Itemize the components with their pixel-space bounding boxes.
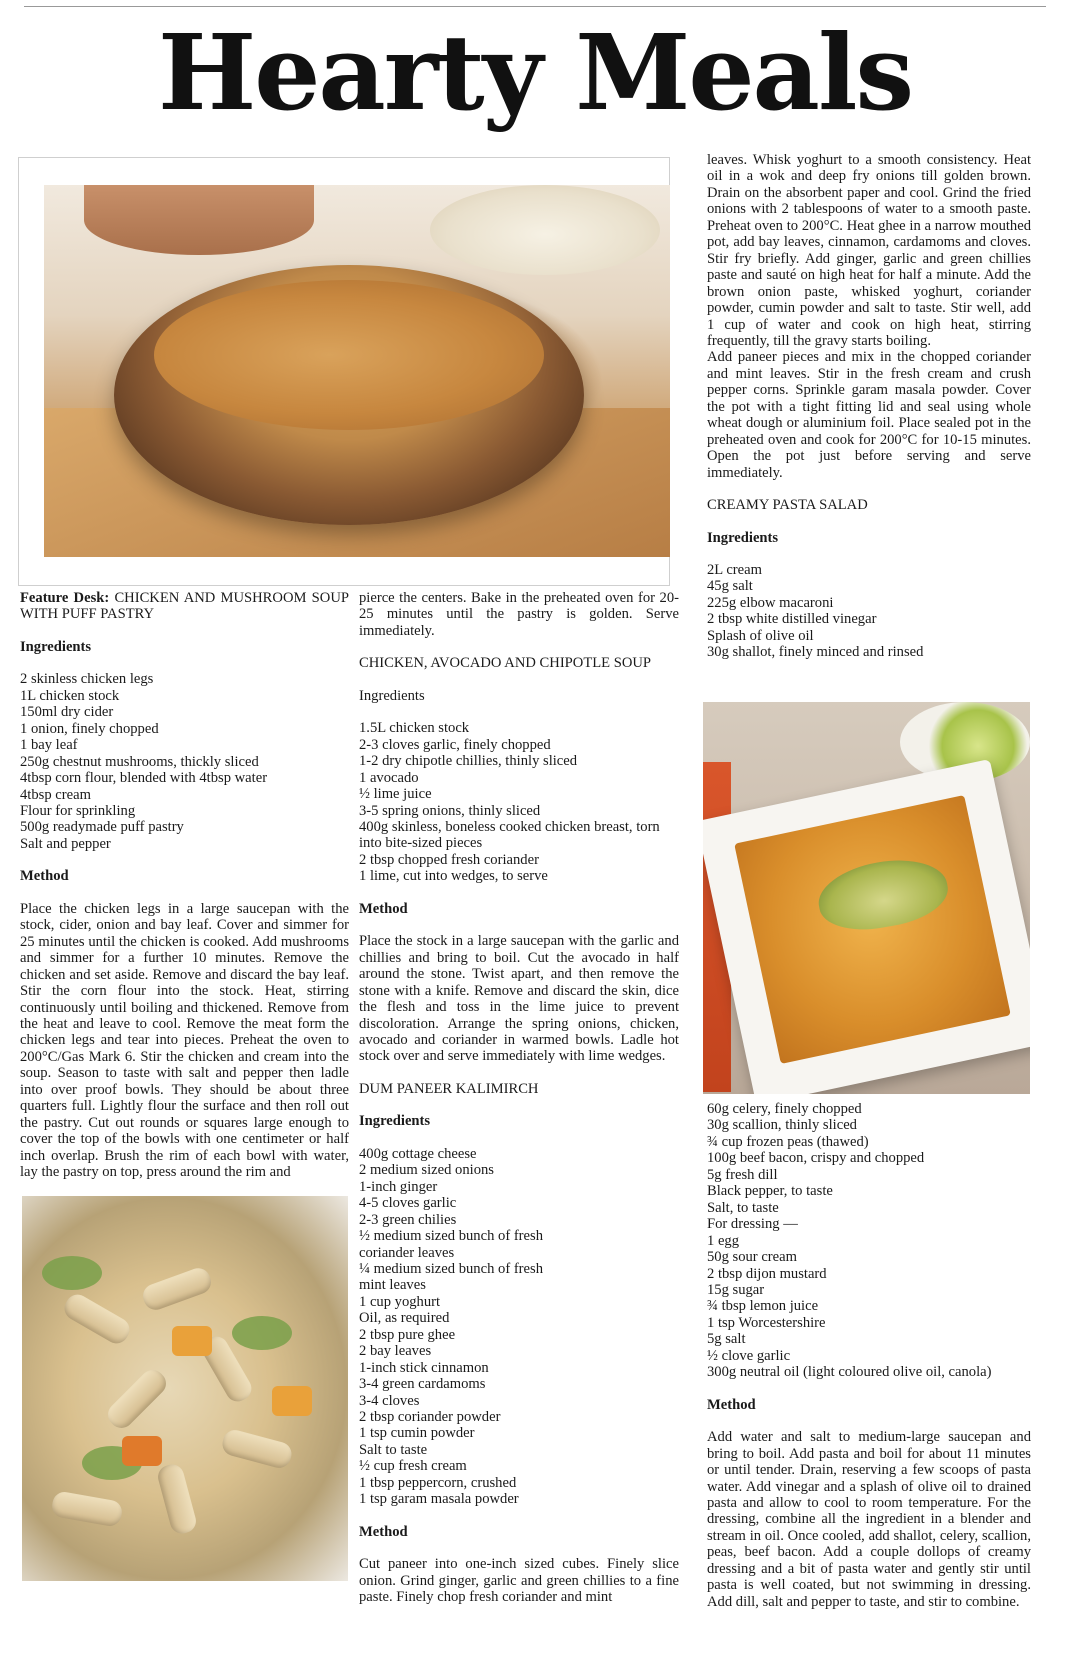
ingredient-item: 400g skinless, boneless cooked chicken breast, torn into bite-sized pieces — [359, 818, 660, 852]
ingredient-item: 2 tbsp white distilled vinegar — [707, 611, 877, 628]
ingredient-item: ¾ cup frozen peas (thawed) — [707, 1133, 869, 1150]
ingredient-item: Oil, as required — [359, 1310, 450, 1327]
ingredient-item: 15g sugar — [707, 1281, 765, 1298]
penne-shape — [50, 1490, 123, 1528]
penne-shape — [155, 1462, 198, 1536]
pepper-shape — [172, 1326, 212, 1356]
ingredient-item: 1 cup yoghurt — [359, 1293, 441, 1310]
recipe3-method-text: Cut paneer into one-inch sized cubes. Finely slice onion. Grind ginger, garlic and green chillies to a fine paste. Finely chop fresh coriander and mint — [359, 1556, 679, 1606]
curry-photo — [44, 185, 670, 557]
ingredient-item: 500g readymade puff pastry — [20, 819, 184, 836]
pot-shape — [84, 185, 314, 255]
ingredient-item: 2 tbsp chopped fresh coriander — [359, 851, 539, 868]
ingredient-item: ¾ tbsp lemon juice — [707, 1298, 819, 1315]
chicken-avocado-soup-photo — [703, 702, 1030, 1094]
ingredient-item: 400g cottage cheese — [359, 1145, 477, 1162]
ingredient-item: 2L cream — [707, 561, 762, 578]
ingredient-item: Salt, to taste — [707, 1199, 779, 1216]
broth-shape — [734, 795, 1011, 1064]
ingredient-item: 60g celery, finely chopped — [707, 1101, 862, 1117]
column-2 — [359, 590, 679, 1606]
ingredient-item: 4tbsp corn flour, blended with 4tbsp water — [20, 770, 268, 787]
ingredient-item: 300g neutral oil (light coloured olive oil, canola) — [707, 1364, 992, 1381]
recipe3-title: DUM PANEER KALIMIRCH — [359, 1080, 539, 1097]
recipe3-ingredients-heading: Ingredients — [359, 1113, 431, 1130]
column-3 — [707, 152, 1031, 661]
ingredient-item: 2 tbsp pure ghee — [359, 1326, 456, 1343]
ingredient-item: 5g fresh dill — [707, 1166, 778, 1183]
recipe4-ingredients-list-b — [707, 1101, 1031, 1381]
recipe4-method-text: Add water and salt to medium-large saucepan and bring to boil. Add pasta and boil for about 11 minutes or until tender. Drain, reserving a few scoops of pasta water. Add vinegar and a splash of olive oil to drained pasta and allow to cool to room temperature. For the dressing, combine all the ingredient in a blender and stream in oil. Once cooled, add shallot, celery, scallion, peas, beef bacon. Add a couple dollops of creamy dressing and a bit of pasta water and gently stir until pasta is well coated, but not swimming in dressing. Add dill, salt and pepper to taste, and stir to combine. — [707, 1429, 1031, 1610]
ingredient-item: ½ medium sized bunch of fresh — [359, 1228, 543, 1245]
penne-shape — [140, 1265, 215, 1313]
gravy-shape — [154, 280, 544, 430]
ingredient-item: 1L chicken stock — [20, 687, 120, 704]
lettuce-shape — [42, 1256, 102, 1290]
ingredient-item: 150ml dry cider — [20, 704, 114, 721]
ingredient-item: 2 tbsp dijon mustard — [707, 1265, 827, 1282]
ingredient-item: 4-5 cloves garlic — [359, 1195, 457, 1212]
ingredient-item: 45g salt — [707, 578, 753, 595]
ingredient-item: 50g sour cream — [707, 1249, 797, 1266]
pepper-shape — [272, 1386, 312, 1416]
lettuce-shape — [232, 1316, 292, 1350]
ingredient-item: 3-4 green cardamoms — [359, 1376, 486, 1393]
ingredient-item: ½ cup fresh cream — [359, 1458, 467, 1475]
ingredient-item: 2-3 green chilies — [359, 1211, 457, 1228]
ingredient-item: 225g elbow macaroni — [707, 594, 834, 611]
ingredient-item: 5g salt — [707, 1331, 746, 1348]
ingredient-item: 2 bay leaves — [359, 1343, 432, 1360]
carrot-shape — [122, 1436, 162, 1466]
ingredient-item: Flour for sprinkling — [20, 802, 136, 819]
ingredient-item: Splash of olive oil — [707, 627, 814, 644]
recipe3-ingredients-list — [359, 1146, 679, 1508]
ingredient-item: ¼ medium sized bunch of fresh — [359, 1260, 543, 1277]
ingredient-item: 250g chestnut mushrooms, thickly sliced — [20, 753, 259, 770]
recipe2-method-heading: Method — [359, 900, 408, 917]
ingredient-item: Salt and pepper — [20, 835, 111, 852]
rice-bowl-shape — [430, 185, 660, 275]
ingredient-item: 1 avocado — [359, 769, 419, 786]
recipe1-title: CHICKEN AND MUSHROOM SOUP WITH PUFF PASTRY — [20, 590, 349, 623]
ingredient-item: 1-inch ginger — [359, 1178, 438, 1195]
recipe2-ingredients-heading: Ingredients — [359, 687, 425, 704]
ingredient-item: 3-4 cloves — [359, 1392, 420, 1409]
recipe2-method-text: Place the stock in a large saucepan with the garlic and chillies and bring to boil. Cut the avocado in half around the stone. Twist apart, and then remove the stone with a knife. Remove and discard the skin, dice the flesh and toss in the lime juice to prevent discoloration. Arrange the spring onions, chicken, avocado and coriander in warmed bowls. Ladle hot stock over and serve immediately with lime wedges. — [359, 933, 679, 1065]
recipe3-method-continued: leaves. Whisk yoghurt to a smooth consistency. Heat oil in a wok and deep fry onions till golden brown. Drain on the absorbent paper and cool. Grind the fried onions with 2 tablespoons of water to a smooth paste. Preheat oven to 200°C. Heat ghee in a narrow mouthed pot, add bay leaves, cinnamon, cardamoms and cloves. Stir fry briefly. Add ginger, garlic and green chillies paste and sauté on high heat for half a minute. Add the brown onion paste, whisked yoghurt, coriander powder, cumin powder and salt to taste. Stir well, add 1 cup of water and cook on high heat, stirring frequently, till the gravy starts boiling. — [707, 152, 1031, 349]
ingredient-item: 1 tsp cumin powder — [359, 1425, 475, 1442]
ingredient-item: 1-2 dry chipotle chillies, thinly sliced — [359, 753, 578, 770]
recipe4-ingredients-heading: Ingredients — [707, 529, 779, 546]
ingredient-item: For dressing — — [707, 1216, 798, 1233]
recipe3-method-heading: Method — [359, 1523, 408, 1540]
ingredient-item: 2 skinless chicken legs — [20, 671, 154, 688]
ingredient-item: Black pepper, to taste — [707, 1183, 833, 1200]
penne-shape — [220, 1427, 294, 1470]
ingredient-item: 1 tsp Worcestershire — [707, 1314, 826, 1331]
ingredient-item: ½ lime juice — [359, 786, 432, 803]
ingredient-item: Salt to taste — [359, 1441, 428, 1458]
ingredient-item: 1.5L chicken stock — [359, 720, 470, 737]
recipe2-title: CHICKEN, AVOCADO AND CHIPOTLE SOUP — [359, 655, 652, 672]
ingredient-item: 1 egg — [707, 1232, 740, 1249]
ingredient-item: 30g scallion, thinly sliced — [707, 1117, 857, 1134]
penne-shape — [103, 1365, 171, 1433]
pasta-salad-photo — [22, 1196, 348, 1581]
recipe2-ingredients-list — [359, 720, 679, 885]
recipe1-method-text: Place the chicken legs in a large saucepan with the stock, cider, onion and bay leaf. Cover and simmer for 25 minutes until the chicken is cooked. Add mushrooms and simmer for a further 10 minutes. Remove the chicken and set aside. Remove and discard the bay leaf. Stir the corn flour into the stock. Heat, stirring continuously until boiling and thickened. Remove from the heat and leave to cool. Remove the meat form the chicken legs and tear into pieces. Preheat the oven to 200°C/Gas Mark 6. Stir the chicken and cream into the soup. Season to taste with salt and pepper then ladle into over proof bowls. They should be about three quarters full. Lightly flour the surface and then roll out the pastry. Cut out rounds or squares large enough to cover the top of the bowls with one centimeter or half inch overlap. Brush the rim of each bowl with water, lay the pastry on top, press around the rim and — [20, 900, 349, 1181]
ingredient-item: 1 tsp garam masala powder — [359, 1491, 519, 1508]
ingredient-item: 2 medium sized onions — [359, 1162, 494, 1179]
ingredient-item: 2-3 cloves garlic, finely chopped — [359, 736, 551, 753]
page-headline: Hearty Meals — [157, 11, 913, 134]
intro-label: Feature Desk: — [20, 590, 110, 606]
recipe1-method-continued: pierce the centers. Bake in the preheated oven for 20-25 minutes until the pastry is golden. Serve immediately. — [359, 590, 679, 639]
ingredient-item: 3-5 spring onions, thinly sliced — [359, 802, 541, 819]
ingredient-item: 2 tbsp coriander powder — [359, 1409, 501, 1426]
ingredient-item: ½ clove garlic — [707, 1347, 791, 1364]
ingredient-item: 4tbsp cream — [20, 786, 91, 803]
recipe1-ingredients-list — [20, 671, 349, 852]
ingredient-item: 1 onion, finely chopped — [20, 720, 159, 737]
recipe1-ingredients-heading: Ingredients — [20, 638, 92, 655]
column-1 — [20, 590, 349, 1181]
recipe1-method-heading: Method — [20, 868, 69, 885]
ingredient-item: mint leaves — [359, 1277, 426, 1294]
ingredient-item: 1 bay leaf — [20, 737, 78, 754]
ingredient-item: coriander leaves — [359, 1244, 455, 1261]
ingredient-item: 100g beef bacon, crispy and chopped — [707, 1150, 925, 1167]
recipe4-ingredients-list-a — [707, 562, 1031, 661]
ingredient-item: 1-inch stick cinnamon — [359, 1359, 489, 1376]
ingredient-item: 30g shallot, finely minced and rinsed — [707, 644, 924, 661]
column-3-lower — [707, 1101, 1031, 1610]
penne-shape — [60, 1290, 134, 1348]
top-rule — [24, 6, 1046, 7]
ingredient-item: 1 lime, cut into wedges, to serve — [359, 868, 548, 885]
recipe4-title: CREAMY PASTA SALAD — [707, 497, 868, 514]
recipe3-method-paragraph-2: Add paneer pieces and mix in the chopped coriander and mint leaves. Stir in the fresh cream and crush pepper corns. Sprinkle garam masala powder. Cover the pot with a tight fitting lid and seal using whole wheat dough or aluminium foil. Place sealed pot in the preheated oven and cook for 200°C for 10-15 minutes. Open the pot just before serving and serve immediately. — [707, 349, 1031, 481]
ingredient-item: 1 tbsp peppercorn, crushed — [359, 1474, 517, 1491]
recipe4-method-heading: Method — [707, 1396, 756, 1413]
